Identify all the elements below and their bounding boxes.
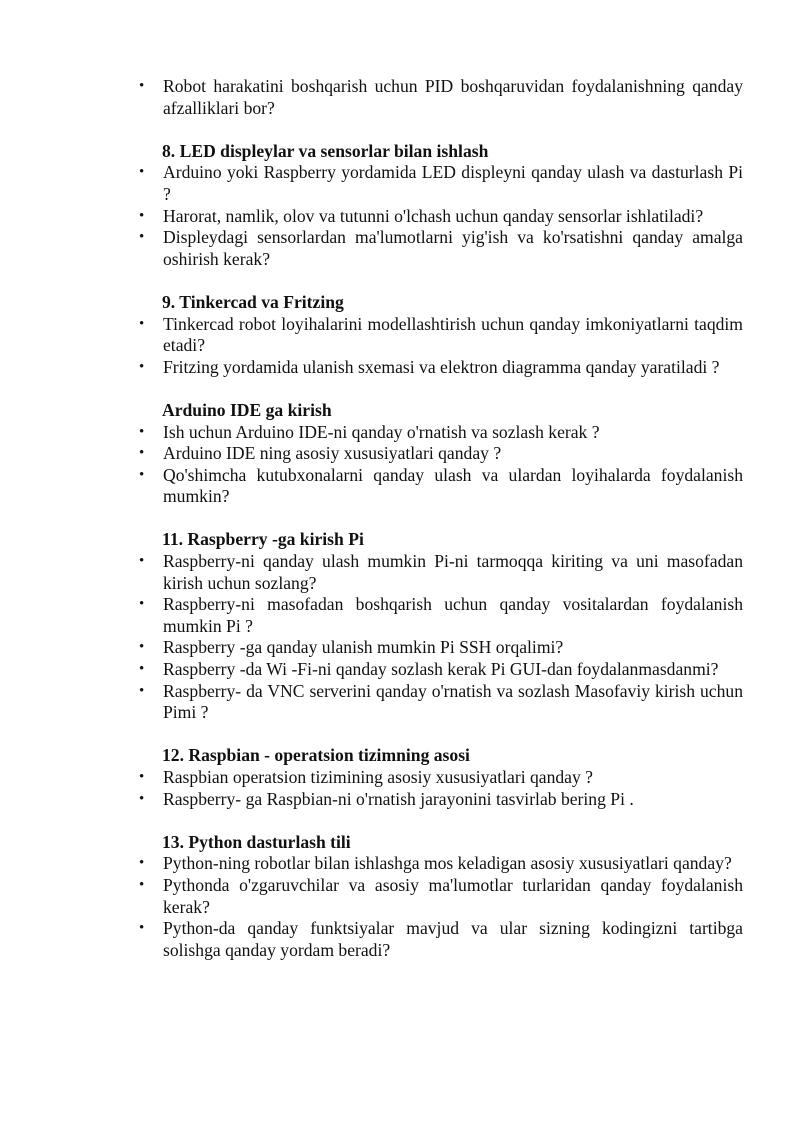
list-item: • Tinkercad robot loyihalarini modellashtirish uchun qanday imkoniyatlarni taqdim etadi? [139,314,743,357]
section-list [139,314,743,379]
list-item: • Python-ning robotlar bilan ishlashga mos keladigan asosiy xususiyatlari qanday? [139,853,743,875]
section-python [139,832,743,962]
section-led-displays [139,141,743,271]
list-item: • Raspberry-ni masofadan boshqarish uchun qanday vositalardan foydalanish mumkin Pi ? [139,594,743,637]
list-item: • Arduino IDE ning asosiy xususiyatlari qanday ? [139,443,743,465]
section-list [139,422,743,508]
list-item: • Displeydagi sensorlardan ma'lumotlarni yig'ish va ko'rsatishni qanday amalga oshirish kerak? [139,227,743,270]
section-list [139,767,743,810]
list-item: • Fritzing yordamida ulanish sxemasi va elektron diagramma qanday yaratiladi ? [139,357,743,379]
list-item: • Raspbian operatsion tizimining asosiy xususiyatlari qanday ? [139,767,743,789]
section-heading: 8. LED displeylar va sensorlar bilan ishlash [162,140,489,161]
intro-list [139,76,743,119]
section-heading: 11. Raspberry -ga kirish Pi [162,529,364,550]
section-tinkercad-fritzing [139,292,743,378]
list-item: • Ish uchun Arduino IDE-ni qanday o'rnatish va sozlash kerak ? [139,422,743,444]
list-item: • Raspberry- ga Raspbian-ni o'rnatish jarayonini tasvirlab bering Pi . [139,789,743,811]
section-raspberry-pi [139,529,743,723]
section-list [139,551,743,724]
section-heading: 13. Python dasturlash tili [162,831,351,852]
list-item: • Raspberry -da Wi -Fi-ni qanday sozlash kerak Pi GUI-dan foydalanmasdanmi? [139,659,743,681]
list-item: • Python-da qanday funktsiyalar mavjud va ular sizning kodingizni tartibga solishga qanday yordam beradi? [139,918,743,961]
document-content [139,76,743,961]
list-item: • Pythonda o'zgaruvchilar va asosiy ma'lumotlar turlaridan qanday foydalanish kerak? [139,875,743,918]
section-list [139,853,743,961]
list-item: • Raspberry -ga qanday ulanish mumkin Pi SSH orqalimi? [139,637,743,659]
section-heading: 12. Raspbian - operatsion tizimning asosi [162,745,470,766]
list-item: • Raspberry-ni qanday ulash mumkin Pi-ni tarmoqqa kiriting va uni masofadan kirish uchun sozlang? [139,551,743,594]
section-heading: Arduino IDE ga kirish [162,399,332,420]
section-arduino-ide [139,400,743,508]
section-list [139,162,743,270]
section-heading: 9. Tinkercad va Fritzing [162,291,344,312]
list-item: • Arduino yoki Raspberry yordamida LED displeyni qanday ulash va dasturlash Pi ? [139,162,743,205]
list-item: • Qo'shimcha kutubxonalarni qanday ulash va ulardan loyihalarda foydalanish mumkin? [139,465,743,508]
section-raspbian [139,745,743,810]
list-item: • Harorat, namlik, olov va tutunni o'lchash uchun qanday sensorlar ishlatiladi? [139,206,743,228]
list-item: • Robot harakatini boshqarish uchun PID boshqaruvidan foydalanishning qanday afzalliklari bor? [139,76,743,119]
list-item: • Raspberry- da VNC serverini qanday o'rnatish va sozlash Masofaviy kirish uchun Pimi ? [139,681,743,724]
